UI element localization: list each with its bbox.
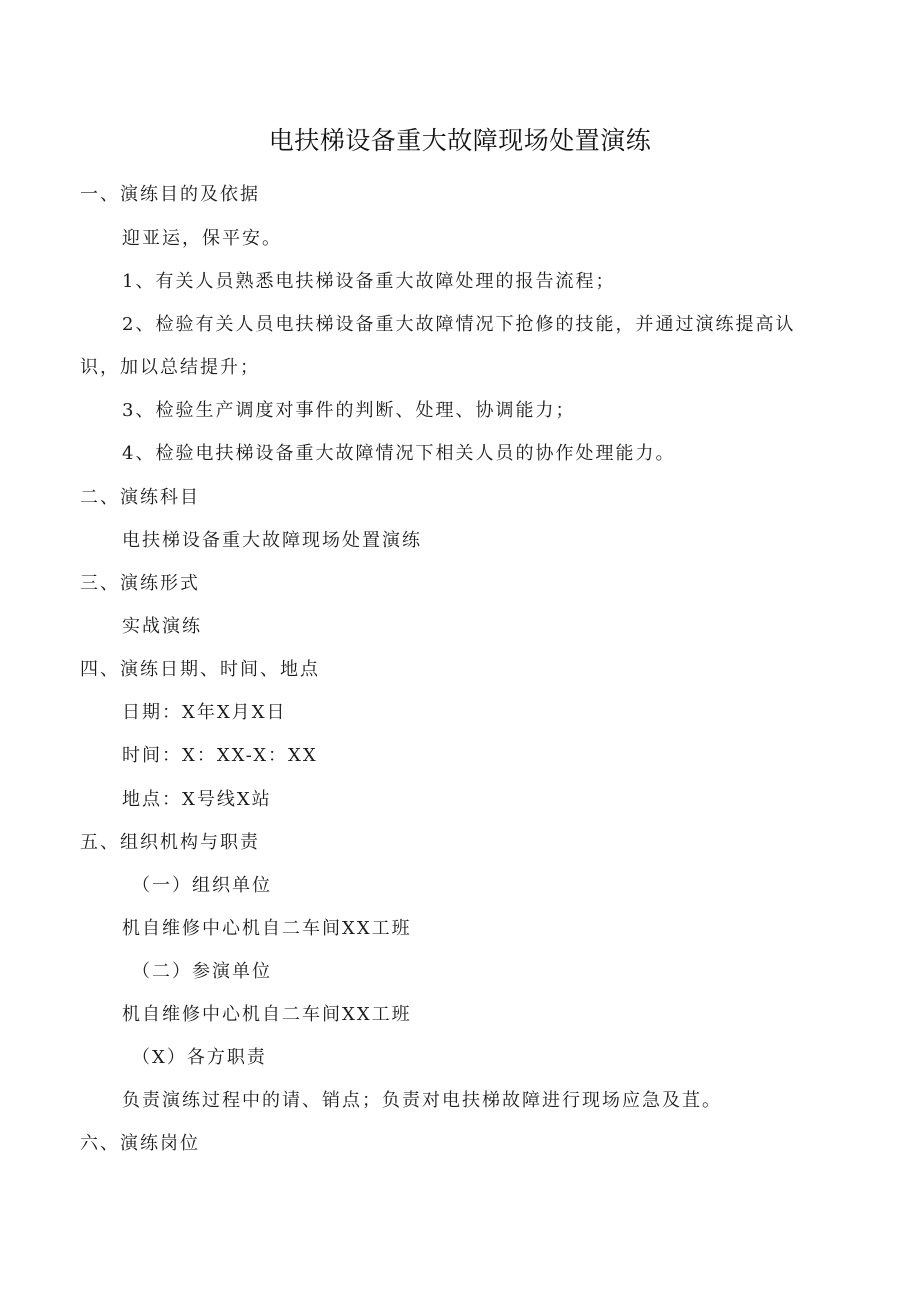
paragraph-line: 迎亚运，保平安。 <box>122 228 282 249</box>
list-item-2: 2、检验有关人员电扶梯设备重大故障情况下抢修的技能，并通过演练提高认 <box>122 314 796 335</box>
paragraph-line: 负责演练过程中的请、销点；负责对电扶梯故障进行现场应急及苴。 <box>122 1090 722 1111</box>
subheading-organizer: （一）组织单位 <box>132 875 272 896</box>
document-title: 电扶梯设备重大故障现场处置演练 <box>268 126 652 155</box>
list-item-2-continuation: 识，加以总结提升； <box>80 357 260 378</box>
section-heading-5: 五、组织机构与职责 <box>80 832 260 853</box>
section-heading-3: 三、演练形式 <box>80 573 200 594</box>
list-item-3: 3、检验生产调度对事件的判断、处理、协调能力； <box>122 400 576 421</box>
section-heading-6: 六、演练岗位 <box>80 1133 200 1154</box>
date-line: 日期：X年X月X日 <box>122 702 287 723</box>
section-heading-2: 二、演练科目 <box>80 487 200 508</box>
paragraph-line: 实战演练 <box>122 616 202 637</box>
section-heading-4: 四、演练日期、时间、地点 <box>80 659 320 680</box>
paragraph-line: 机自维修中心机自二车间XX工班 <box>122 1004 412 1025</box>
subheading-responsibilities: （X）各方职责 <box>132 1047 267 1068</box>
paragraph-line: 机自维修中心机自二车间XX工班 <box>122 918 412 939</box>
list-item-1: 1、有关人员熟悉电扶梯设备重大故障处理的报告流程； <box>122 271 616 292</box>
subheading-participants: （二）参演单位 <box>132 961 272 982</box>
section-heading-1: 一、演练目的及依据 <box>80 184 260 205</box>
paragraph-line: 电扶梯设备重大故障现场处置演练 <box>122 530 422 551</box>
time-line: 时间：X：XX-X：XX <box>122 745 318 766</box>
location-line: 地点：X号线X站 <box>122 789 272 810</box>
list-item-4: 4、检验电扶梯设备重大故障情况下相关人员的协作处理能力。 <box>122 443 676 464</box>
